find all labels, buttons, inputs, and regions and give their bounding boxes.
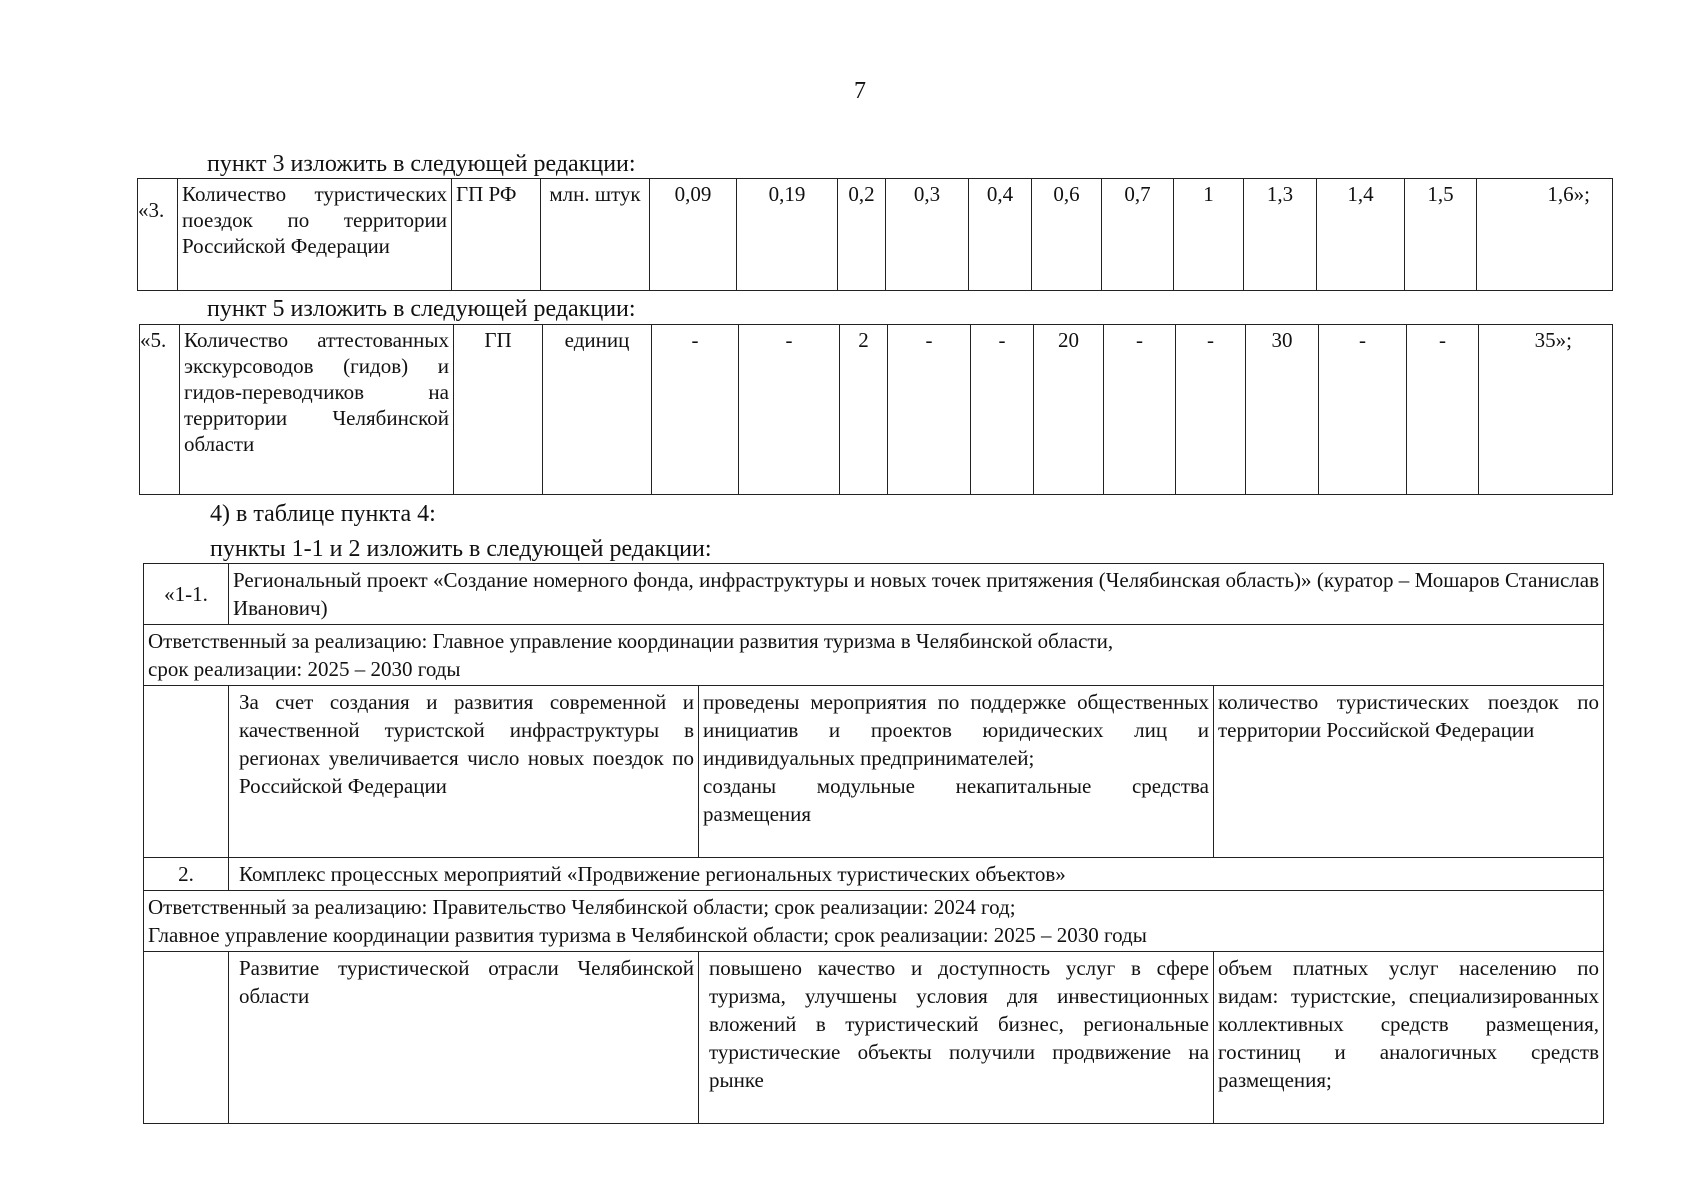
table-row	[144, 625, 1604, 686]
table-item3	[137, 178, 1613, 291]
value-cell: -	[1319, 325, 1407, 495]
value-cell: 1	[1174, 179, 1244, 291]
table-row	[144, 564, 1604, 625]
row-number: 2.	[144, 858, 229, 891]
task-cell: Развитие туристической отрасли Челябинской области	[229, 952, 699, 1124]
effect-cell	[699, 686, 1214, 858]
table-row	[140, 325, 1613, 495]
table-row	[138, 179, 1613, 291]
row-number: «5.	[140, 325, 180, 495]
value-cell: -	[888, 325, 971, 495]
value-cell: 1,4	[1317, 179, 1405, 291]
responsible-line: Ответственный за реализацию: Главное управление координации развития туризма в Челябинской области,	[148, 629, 1114, 653]
table-row	[144, 686, 1604, 858]
row-number: «3.	[138, 179, 178, 291]
value-cell: -	[971, 325, 1034, 495]
unit-cell: млн. штук	[541, 179, 650, 291]
heading-item3: пункт 3 изложить в следующей редакции:	[207, 151, 636, 177]
value-cell: -	[1176, 325, 1246, 495]
heading-item5: пункт 5 изложить в следующей редакции:	[207, 296, 636, 322]
empty-cell	[144, 952, 229, 1124]
page-number: 7	[854, 78, 866, 104]
value-cell: 0,09	[650, 179, 737, 291]
value-cell: 30	[1246, 325, 1319, 495]
effect-cell: повышено качество и доступность услуг в сфере туризма, улучшены условия для инвестиционных вложений в туристический бизнес, региональные туристические объекты получили продвижение на рынке	[699, 952, 1214, 1124]
value-cell: 0,7	[1102, 179, 1174, 291]
effect-text: проведены мероприятия по поддержке общественных инициатив и проектов юридических лиц и индивидуальных предпринимателей;	[703, 690, 1209, 770]
indicator-name: Количество аттестованных экскурсоводов (гидов) и гидов-переводчиков на территории Челябинской области	[180, 325, 454, 495]
table-item5	[139, 324, 1613, 495]
level-cell: ГП	[454, 325, 543, 495]
value-cell: -	[1407, 325, 1479, 495]
row-number: «1-1.	[144, 564, 229, 625]
complex-title: Комплекс процессных мероприятий «Продвижение региональных туристических объектов»	[229, 858, 1604, 891]
responsible-line: срок реализации: 2025 – 2030 годы	[148, 657, 461, 681]
task-cell: За счет создания и развития современной и качественной туристской инфраструктуры в регионах увеличивается число новых поездок по Российской Федерации	[229, 686, 699, 858]
responsible-cell	[144, 891, 1604, 952]
value-cell: -	[652, 325, 739, 495]
unit-cell: единиц	[543, 325, 652, 495]
value-cell: 0,3	[886, 179, 969, 291]
indicator-cell: количество туристических поездок по территории Российской Федерации	[1214, 686, 1604, 858]
value-cell: 35»;	[1479, 325, 1613, 495]
indicator-cell: объем платных услуг населению по видам: туристские, специализированных коллективных средств размещения, гостиниц и аналогичных средств размещения;	[1214, 952, 1604, 1124]
value-cell: -	[739, 325, 840, 495]
heading-items-1-1-and-2: пункты 1-1 и 2 изложить в следующей редакции:	[210, 536, 712, 562]
project-title: Региональный проект «Создание номерного фонда, инфраструктуры и новых точек притяжения (Челябинская область)» (куратор – Мошаров Станислав Иванович)	[229, 564, 1604, 625]
heading-item4: 4) в таблице пункта 4:	[210, 501, 436, 527]
level-cell: ГП РФ	[452, 179, 541, 291]
value-cell: 0,4	[969, 179, 1032, 291]
value-cell: 1,5	[1405, 179, 1477, 291]
value-cell: -	[1104, 325, 1176, 495]
indicator-name: Количество туристических поездок по территории Российской Федерации	[178, 179, 452, 291]
table-row	[144, 952, 1604, 1124]
value-cell: 1,3	[1244, 179, 1317, 291]
table-row	[144, 858, 1604, 891]
responsible-cell	[144, 625, 1604, 686]
value-cell: 20	[1034, 325, 1104, 495]
table-row	[144, 891, 1604, 952]
value-cell: 0,19	[737, 179, 838, 291]
empty-cell	[144, 686, 229, 858]
responsible-line: Ответственный за реализацию: Правительство Челябинской области; срок реализации: 2024 год;	[148, 895, 1016, 919]
value-cell: 1,6»;	[1477, 179, 1613, 291]
responsible-line: Главное управление координации развития туризма в Челябинской области; срок реализации: 2025 – 2030 годы	[148, 923, 1147, 947]
value-cell: 0,6	[1032, 179, 1102, 291]
effect-text: созданы модульные некапитальные средства размещения	[703, 774, 1209, 826]
value-cell: 2	[840, 325, 888, 495]
table-item4	[143, 563, 1604, 1124]
value-cell: 0,2	[838, 179, 886, 291]
